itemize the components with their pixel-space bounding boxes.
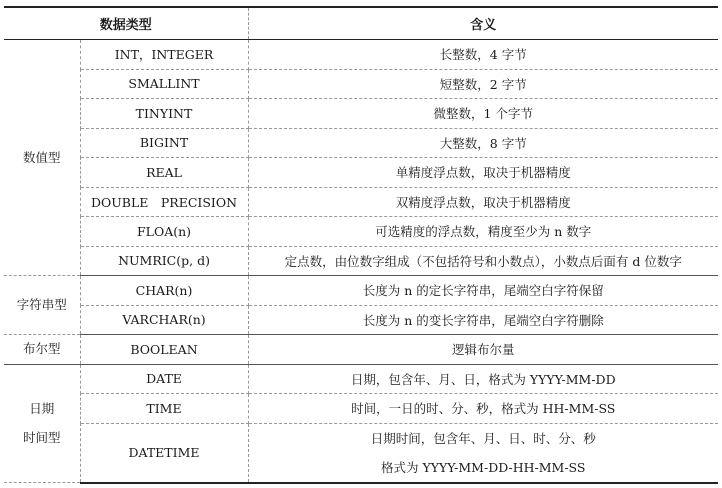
header-row — [4, 7, 718, 40]
type-description: 长度为 n 的定长字符串，尾端空白字符保留 — [248, 276, 718, 306]
header-data-type: 数据类型 — [4, 7, 248, 40]
header-meaning: 含义 — [248, 7, 718, 40]
type-description: 大整数，8 字节 — [248, 128, 718, 158]
data-types-table — [4, 6, 718, 484]
type-description-line1: 日期时间，包含年、月、日、时、分、秒 — [370, 430, 596, 446]
table-row — [4, 187, 718, 217]
type-name: REAL — [80, 158, 248, 188]
type-name: DATETIME — [80, 423, 248, 483]
type-description: 定点数，由位数字组成（不包括符号和小数点），小数点后面有 d 位数字 — [248, 246, 718, 276]
table-row — [4, 69, 718, 99]
type-description: 日期，包含年、月、日，格式为 YYYY-MM-DD — [248, 364, 718, 394]
type-description: 微整数，1 个字节 — [248, 99, 718, 129]
type-name: DOUBLE PRECISION — [80, 187, 248, 217]
category-string: 字符串型 — [4, 276, 80, 335]
category-numeric: 数值型 — [4, 40, 80, 276]
type-name: INT，INTEGER — [80, 40, 248, 70]
type-name: BIGINT — [80, 128, 248, 158]
type-description: 短整数，2 字节 — [248, 69, 718, 99]
type-description: 时间，一日的时、分、秒，格式为 HH-MM-SS — [248, 394, 718, 424]
type-name: NUMRIC(p, d) — [80, 246, 248, 276]
type-name: BOOLEAN — [80, 335, 248, 365]
type-name: VARCHAR(n) — [80, 305, 248, 335]
table-row — [4, 158, 718, 188]
table-row — [4, 246, 718, 276]
table-row — [4, 364, 718, 394]
type-description-line2: 格式为 YYYY-MM-DD-HH-MM-SS — [381, 459, 586, 475]
type-description: 长度为 n 的变长字符串，尾端空白字符删除 — [248, 305, 718, 335]
category-boolean: 布尔型 — [4, 335, 80, 365]
type-description: 长整数，4 字节 — [248, 40, 718, 70]
type-description: 可选精度的浮点数，精度至少为 n 数字 — [248, 217, 718, 247]
type-name: CHAR(n) — [80, 276, 248, 306]
table-row — [4, 335, 718, 365]
table-row — [4, 305, 718, 335]
category-datetime-line2: 时间型 — [22, 430, 61, 446]
type-name: SMALLINT — [80, 69, 248, 99]
type-name: TIME — [80, 394, 248, 424]
type-description: 单精度浮点数，取决于机器精度 — [248, 158, 718, 188]
type-description: 逻辑布尔量 — [248, 335, 718, 365]
table-row — [4, 423, 718, 483]
type-description: 双精度浮点数，取决于机器精度 — [248, 187, 718, 217]
type-name: FLOA(n) — [80, 217, 248, 247]
table-row — [4, 394, 718, 424]
type-name: DATE — [80, 364, 248, 394]
table-row — [4, 217, 718, 247]
type-name: TINYINT — [80, 99, 248, 129]
type-description — [248, 423, 718, 483]
table-row — [4, 40, 718, 70]
table-row — [4, 128, 718, 158]
table-row — [4, 99, 718, 129]
category-datetime-line1: 日期 — [29, 401, 55, 417]
category-datetime — [4, 364, 80, 483]
table-row — [4, 276, 718, 306]
